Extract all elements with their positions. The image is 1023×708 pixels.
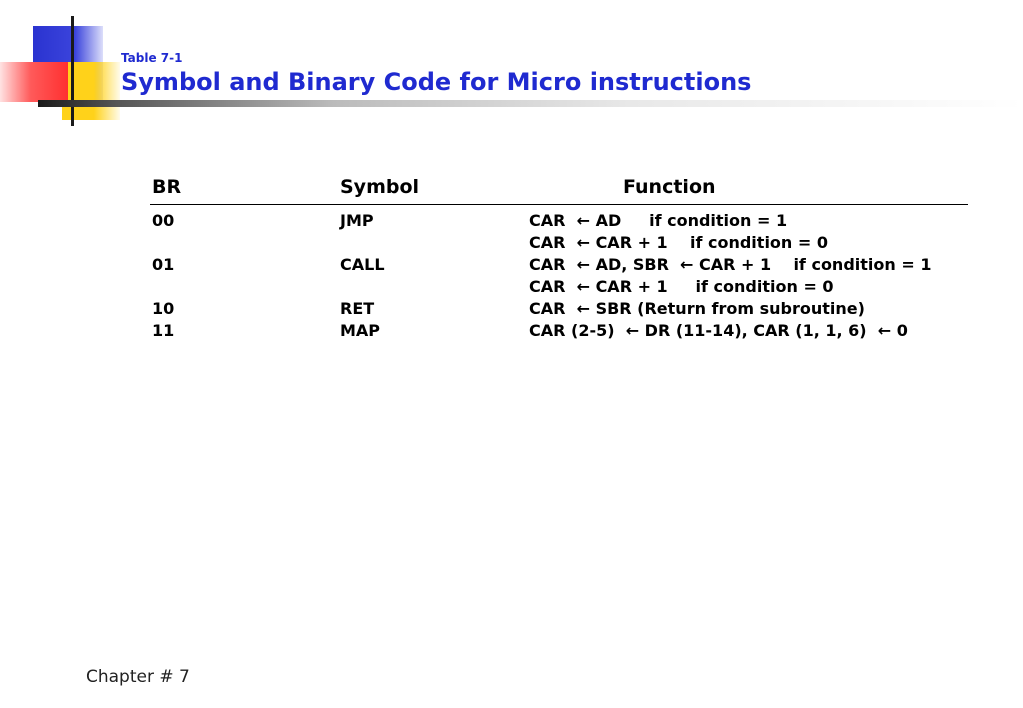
cell-function: CAR ← AD, SBR ← CAR + 1 if condition = 1 xyxy=(529,255,932,274)
cell-function: CAR ← AD if condition = 1 xyxy=(529,211,788,230)
cell-function: CAR ← CAR + 1 if condition = 0 xyxy=(529,277,834,296)
decor-red-bar xyxy=(0,62,68,102)
cell-symbol: JMP xyxy=(340,211,374,230)
table-row xyxy=(152,210,968,232)
footer-chapter: Chapter # 7 xyxy=(86,667,190,687)
cell-br: 11 xyxy=(152,321,175,340)
cell-br: 01 xyxy=(152,255,175,274)
table-row xyxy=(152,254,968,276)
cell-br: 10 xyxy=(152,299,175,318)
cell-symbol: CALL xyxy=(340,255,385,274)
table-row xyxy=(152,298,968,320)
table-row xyxy=(152,276,968,298)
column-header-br: BR xyxy=(152,176,182,198)
decor-horizontal-line xyxy=(38,100,1023,107)
cell-br: 00 xyxy=(152,211,175,230)
decor-vertical-line xyxy=(71,16,74,126)
table-row xyxy=(152,232,968,254)
column-header-function: Function xyxy=(623,176,716,198)
slide-title: Symbol and Binary Code for Micro instructions xyxy=(121,68,752,96)
table-body xyxy=(152,210,968,342)
cell-symbol: RET xyxy=(340,299,375,318)
table-label: Table 7-1 xyxy=(121,51,183,65)
cell-function: CAR ← CAR + 1 if condition = 0 xyxy=(529,233,828,252)
column-header-symbol: Symbol xyxy=(340,176,420,198)
table-row xyxy=(152,320,968,342)
header-rule xyxy=(150,204,968,205)
cell-function: CAR ← SBR (Return from subroutine) xyxy=(529,299,865,318)
cell-symbol: MAP xyxy=(340,321,381,340)
cell-function: CAR (2-5) ← DR (11-14), CAR (1, 1, 6) ← 0 xyxy=(529,321,908,340)
